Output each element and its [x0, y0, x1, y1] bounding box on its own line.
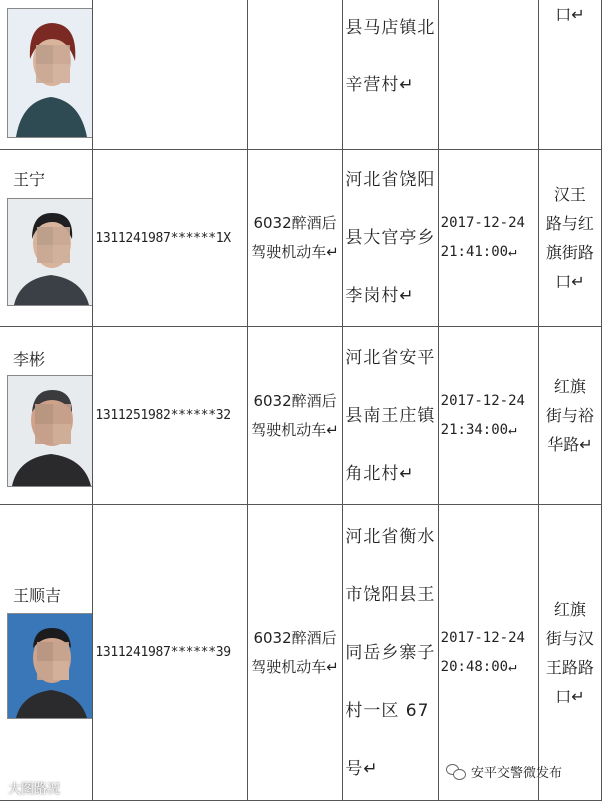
- name-photo-cell: [0, 327, 93, 505]
- location-line: 华路↵: [547, 435, 593, 454]
- location-line: 路与红: [545, 214, 594, 233]
- location-line: 街与汉: [545, 628, 594, 648]
- watermark-left: [8, 778, 60, 797]
- location-line: 红旗: [553, 599, 586, 619]
- address-line: 河北省饶阳: [345, 170, 436, 190]
- location-line: 口↵: [555, 686, 585, 706]
- table-row: [0, 0, 602, 150]
- date-line: 2017-12-24: [440, 392, 525, 409]
- address-line: 辛营村↵: [345, 75, 415, 95]
- address-line: 县马店镇北: [345, 18, 436, 38]
- location-line: 口↵: [555, 272, 585, 291]
- watermark-text: 安平交警微发布: [471, 766, 563, 781]
- date-line: 2017-12-24: [440, 629, 525, 646]
- address-line: 李岗村↵: [345, 286, 415, 306]
- violation-line: 驾驶机动车↵: [251, 420, 339, 439]
- time-line: 20:48:00↵: [440, 658, 517, 675]
- address-line: 村一区 67: [345, 701, 430, 721]
- address-line: 市饶阳县王: [345, 585, 436, 605]
- person-name: 王宁: [13, 170, 46, 189]
- time-line: 21:41:00↵: [440, 244, 517, 260]
- watermark-right: [446, 762, 562, 781]
- date-line: 2017-12-24: [440, 215, 525, 231]
- address-line: 县大官亭乡: [345, 228, 436, 248]
- photo-cell: [0, 0, 93, 150]
- location-line: 王路路: [545, 657, 594, 677]
- address-line: 角北村↵: [345, 463, 415, 484]
- mugshot-photo: [7, 8, 93, 138]
- violation-line: 6032醉酒后: [253, 628, 337, 647]
- mugshot-photo: [7, 613, 93, 719]
- table-row: [0, 327, 602, 505]
- address-line: 河北省衡水: [345, 527, 436, 547]
- violation-line: 6032醉酒后: [253, 214, 337, 232]
- location-line: 旗街路: [545, 243, 594, 262]
- id-number: 1311251982******32: [93, 327, 247, 505]
- violation-line: 驾驶机动车↵: [251, 243, 339, 261]
- wechat-icon: [446, 764, 466, 780]
- location-line: 街与裕: [545, 406, 594, 425]
- violation-line: 6032醉酒后: [253, 391, 337, 410]
- location-line: 红旗: [553, 377, 586, 396]
- address-line: 河北省安平: [345, 347, 436, 368]
- name-photo-cell: [0, 150, 93, 327]
- watermark-text: 大图路况: [8, 782, 61, 797]
- id-number: 1311241987******1X: [93, 150, 247, 327]
- mugshot-photo: [7, 198, 93, 306]
- mugshot-photo: [7, 375, 93, 487]
- person-name: 李彬: [13, 350, 46, 369]
- time-line: 21:34:00↵: [440, 421, 517, 438]
- table-row: [0, 150, 602, 327]
- violation-line: 驾驶机动车↵: [251, 657, 339, 676]
- address-line: 同岳乡寨子: [345, 643, 436, 663]
- location-line: 汉王: [553, 185, 586, 204]
- table-row: [0, 505, 602, 801]
- person-name: 王顺吉: [13, 586, 62, 605]
- location-text: 口↵: [555, 5, 585, 24]
- name-photo-cell: [0, 505, 93, 801]
- id-number: 1311241987******39: [93, 505, 247, 801]
- address-line: 号↵: [345, 759, 379, 779]
- address-line: 县南王庄镇: [345, 405, 436, 426]
